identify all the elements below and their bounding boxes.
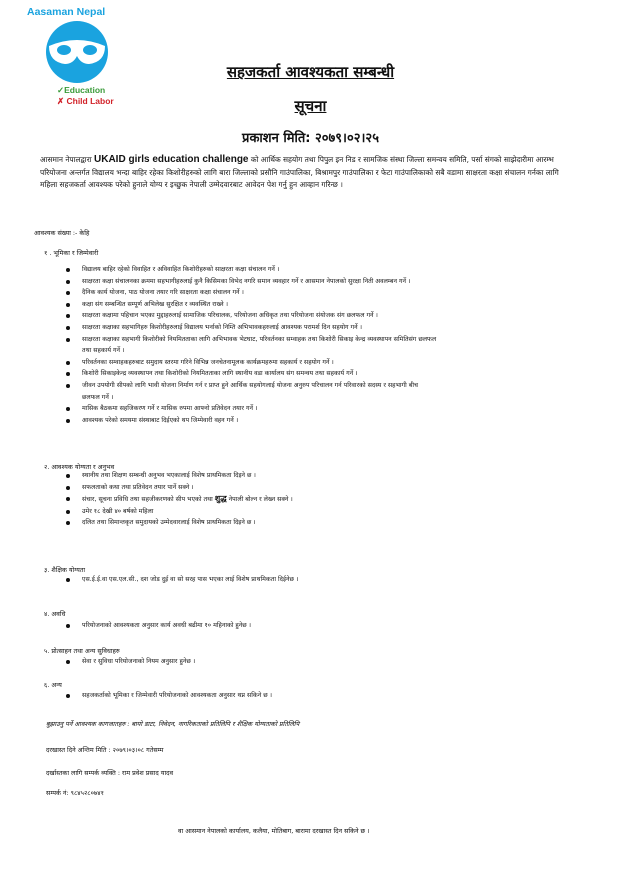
section-3-heading: ३. शैक्षिक योग्यता	[44, 566, 86, 574]
list-item: परियोजनाको आवश्यकता अनुसार कार्य अवधी बढीमा १० महिनाको हुनेछ ।	[64, 620, 564, 632]
notice-heading: सूचना	[294, 97, 327, 115]
logo-tagline-child-labor: ✗ Child Labor	[57, 96, 114, 106]
list-item: संचार, सूचना प्रविधि तथा सहजीकरणको सीप भएको तथा शुद्ध नेपाली बोल्न र लेख्न सक्ने ।	[64, 493, 564, 506]
contact-number: सम्पर्क नं: ९८४५२८०७४१	[46, 789, 104, 797]
section-4-heading: ४. अवधि	[44, 610, 66, 618]
list-item: कक्षा संग सम्बन्धित सम्पूर्ण अभिलेख सुरक्षित र व्यवस्थित राख्ने ।	[64, 299, 564, 311]
list-item: सेवा र सुविधा परियोजनाको नियम अनुसार हुनेछ ।	[64, 656, 564, 668]
list-item: सफलताको कथा तथा प्रतिवेदन तयार पार्ने सक्ने ।	[64, 482, 564, 494]
list-item: आवश्यक परेको समयमा संस्थाबाट दिईएको थप जिम्मेवारी वहन गर्ने ।	[64, 415, 564, 427]
list-item: साक्षरता कक्षाका सहभागिहरु किशोरीहरुलाई विद्यालय भर्नाको निम्ति अभिभावकहरुलाई आवश्यक परामर्श दिन सहयोग गर्ने ।	[64, 322, 564, 334]
list-item: विद्यालय बाहिर रहेको विवाहित र अविवाहित किशोरीहरुको साक्षरता कक्षा संचालन गर्ने ।	[64, 264, 564, 276]
logo-brand-text: Aasaman Nepal	[27, 6, 106, 18]
section-4-list	[64, 620, 564, 632]
list-item: किशोरी सिकाइकेन्द्र व्यवस्थापन तथा किशोरीको नियमितताका लागि स्थानीय वडा कार्यालय संग समन्वय तथा सहकार्य गर्ने ।	[64, 368, 564, 380]
list-item: दैनिक कार्य योजना, पाठ योजना तयार गरि साक्षरता कक्षा संचालन गर्ने ।	[64, 287, 564, 299]
program-name: UKAID girls education challenge	[94, 154, 249, 165]
application-deadline: दरखास्त दिने अन्तिम मिति : २०७९।०३।०८ गतेसम्म	[46, 746, 164, 754]
list-item: एस.ई.ई.वा एस.एल.सी., दश जोड दुई वा सो सरह पास भएका लाई विशेष प्राथमिकता दिईनेछ ।	[64, 574, 564, 586]
section-6-list	[64, 690, 564, 702]
list-item: मासिक बैठकमा सहजिकरण गर्ने र मासिक रुपमा आफ्नो प्रतिवेदन तयार गर्ने ।	[64, 403, 564, 415]
contact-person: दर्खास्तका लागि सम्पर्क व्यक्ति : राम प्रवेश प्रसाद यादव	[46, 769, 174, 777]
closing-note: वा आसमान नेपालको कार्यालय, कलैया, मोतिबाग, बारामा दरखास्त दिन सकिने छ ।	[178, 827, 370, 835]
section-3-list	[64, 574, 564, 586]
section-6-heading: ६. अन्य	[44, 681, 62, 689]
list-item: परिवर्तनका सम्वाहकहरुबाट समुदाय स्तरमा गरिने विभिन्न जनचेतनामूलक कार्यक्रमहरुमा सहकार्य र सहयोग गर्ने ।	[64, 357, 564, 369]
section-1-heading: १ . भूमिका र जिम्मेवारी	[44, 249, 99, 257]
required-count: आवश्यक संख्या :- केहि	[34, 229, 90, 237]
list-item: साक्षरता कक्षामा पहिचान भएका मुद्दाहरुलाई सामाजिक परिचालक, परियोजना अधिकृत तथा परियोजना संयोजक संग छलफल गर्ने ।	[64, 310, 564, 322]
list-item: दलित तथा सिमान्तकृत समुदायको उम्मेदवारलाई विशेष प्राथमिकता दिइने छ ।	[64, 517, 564, 529]
section-5-heading: ५. प्रोत्साहन तथा अन्य सुविधाहरु	[44, 647, 120, 655]
list-item: साक्षरता कक्षाका सहभागी किशोरीको नियमितताका लागि अभिभावक भेटघाट, परिवर्तनका सम्वाहक तथा किशोरी सिकाइ केन्द्र व्यवस्थापन समितिसंग छलफल तथा सहकार्य गर्ने ।	[64, 334, 564, 357]
page-title: सहजकर्ता आवश्यकता सम्बन्धी	[226, 63, 395, 81]
list-item: उमेर १८ देखी ४० बर्षको महिला	[64, 506, 564, 518]
list-item: स्थानीय तथा शिक्षण सम्बन्धी अनुभव भएकालाई विशेष प्राथमिकता दिइने छ ।	[64, 470, 564, 482]
section-2-heading: २. आवश्यक योग्यता र अनुभव	[44, 463, 115, 471]
section-5-list	[64, 656, 564, 668]
section-2-list	[64, 470, 564, 529]
publish-date: प्रकाशन मिति: २०७९।०२।२५	[242, 131, 379, 146]
list-item: सहजकर्ताको भूमिका र जिम्मेवारी परियोजनाको आवश्यकता अनुसार थप्न सकिने छ ।	[64, 690, 564, 702]
list-item: साक्षरता कक्षा संचालनका क्रममा सहभागीहरुलाई कुनै किसिमका विभेद नगरि समान व्यवहार गर्ने र आसमान नेपालको सुरक्षा निती अवलम्बन गर्ने ।	[64, 276, 564, 288]
list-item: जीवन उपयोगी सीपको लागि भावी योजना निर्माण गर्न र प्राप्त हुने आर्थिक सहयोगलाई योजना अनुरुप परिचालन गर्न परिवारको सदस्य र सहभागी बीच छलफल गर्ने ।	[64, 380, 564, 403]
intro-paragraph: आसमान नेपालद्वारा UKAID girls education challenge को आर्थिक सहयोग तथा पिपुल इन निड र सामजिक संस्था जिल्ला समन्वय समिति, पर्सा संगको साझेदारीमा आरम्भ परियोजना अन्तर्गत विद्यालय भन्दा बाहिर रहेका किशोरीहरुको लागि बारा जिल्लाको प्रसौनि गाउंपालिका, बिश्रामपुर गाउंपालिका र फेटा गाउंपालिकाको सबै वडामा साक्षरता कक्षा संचालन गर्नका लागि महिला सहजकर्ता आवश्यक परेको हुनाले योग्य र इच्छुक नेपाली उम्मेदवारबाट आवेदन पेश गर्नु हुन आव्हान गरिन्छ ।	[40, 154, 559, 189]
section-1-list	[64, 264, 564, 426]
logo-tagline-education: ✓Education	[57, 85, 106, 95]
required-documents: बुझाउनु पर्ने आवश्यक कागजातहरु : बायो डाटा, निवेदन, नागरिकताको प्रतिलिपि र शैक्षिक योग्यताको प्रतिलिपि	[46, 720, 300, 728]
